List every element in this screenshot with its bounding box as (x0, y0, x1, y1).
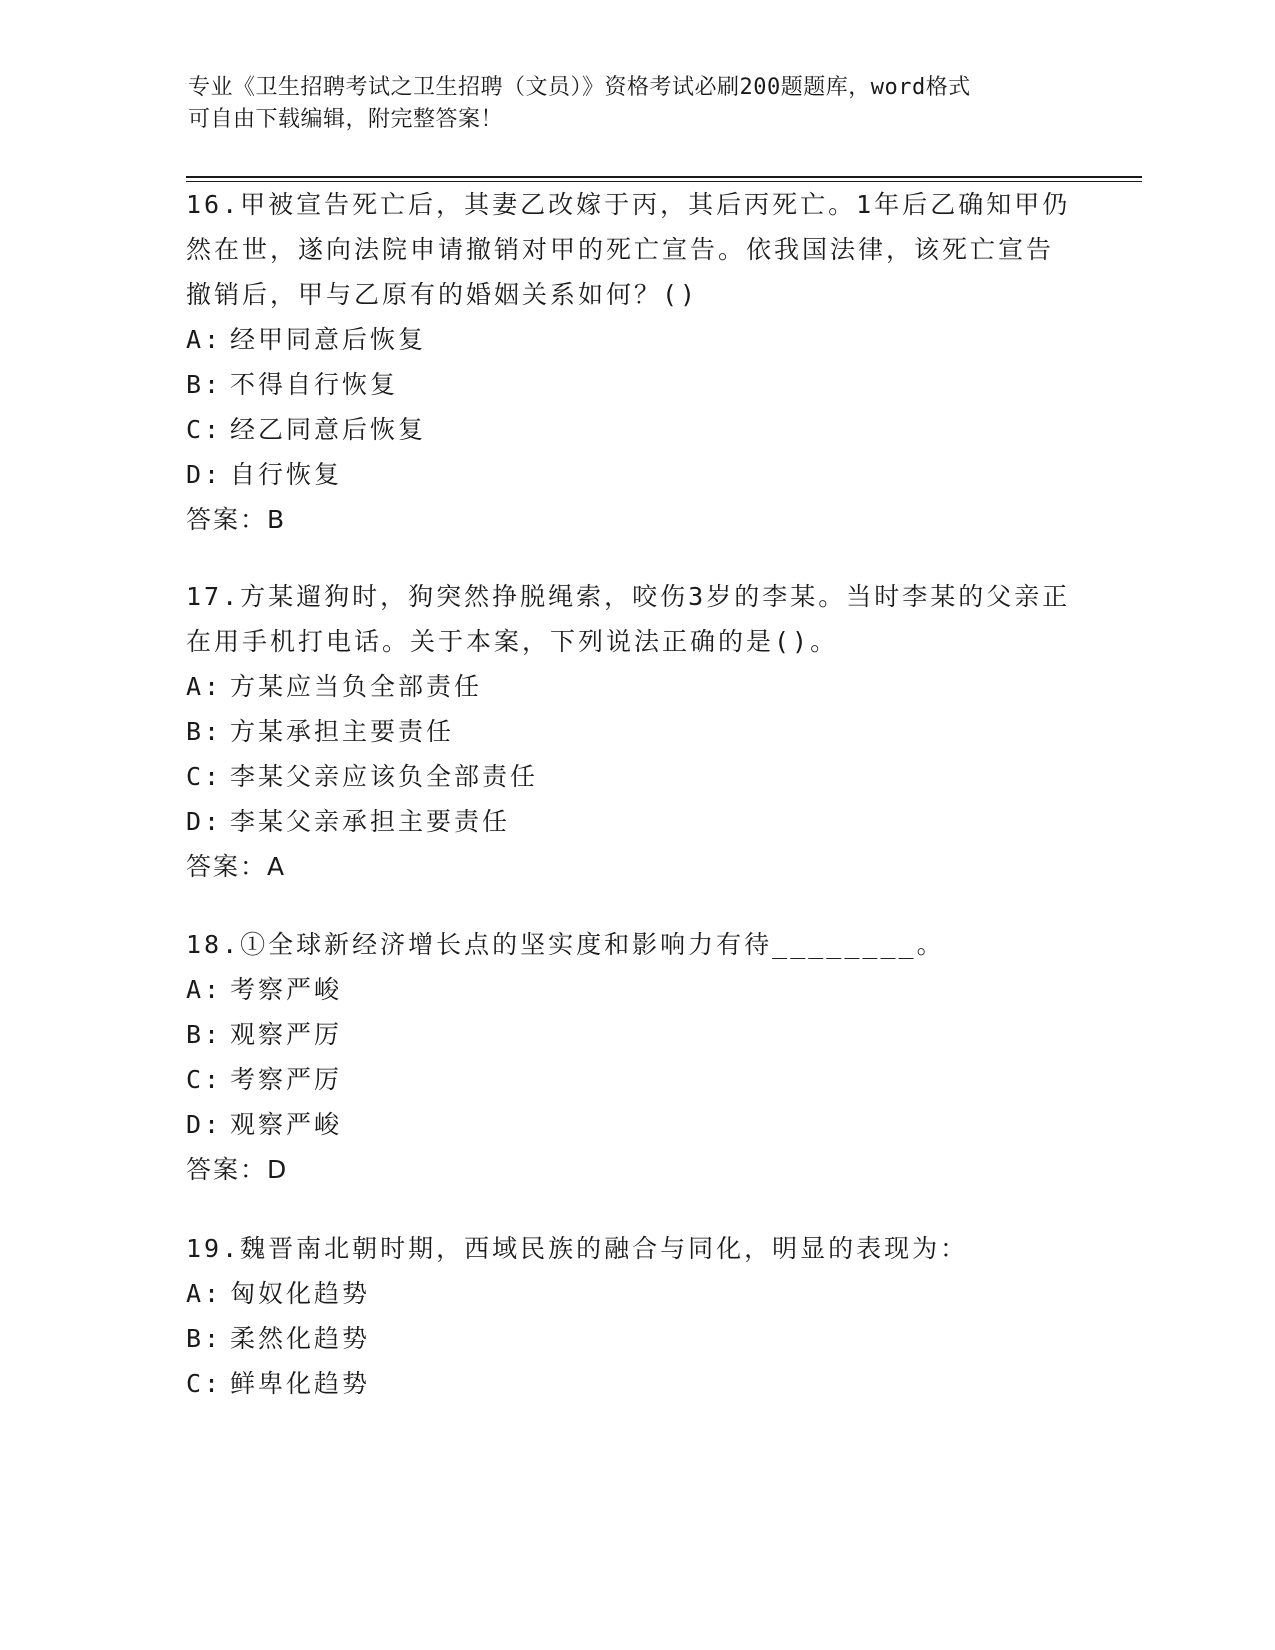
question-stem: 18.①全球新经济增长点的坚实度和影响力有待________。 (186, 930, 945, 959)
option-text: 自行恢复 (230, 460, 343, 489)
option-text: 方某承担主要责任 (230, 717, 455, 746)
header-divider-thick (186, 176, 1142, 178)
option-text: 柔然化趋势 (230, 1324, 371, 1353)
answer-line: 答案：B (186, 505, 287, 534)
option-key: C: (186, 415, 223, 444)
header-line-2: 可自由下载编辑，附完整答案！ (188, 107, 504, 132)
option-b (186, 709, 1076, 754)
question-stem: 17.方某遛狗时，狗突然挣脱绳索，咬伤3岁的李某。当时李某的父亲正在用手机打电话。关于本案，下列说法正确的是()。 (186, 582, 1071, 656)
option-text: 经乙同意后恢复 (230, 415, 427, 444)
option-key: A: (186, 975, 223, 1004)
question-18 (186, 922, 1076, 1192)
option-text: 经甲同意后恢复 (230, 325, 427, 354)
option-key: C: (186, 1065, 223, 1094)
option-key: D: (186, 807, 223, 836)
option-key: A: (186, 325, 223, 354)
document-header (188, 72, 1068, 136)
option-b (186, 1316, 1076, 1361)
option-key: D: (186, 1110, 223, 1139)
question-16 (186, 182, 1076, 542)
option-key: D: (186, 460, 223, 489)
answer-line: 答案：D (186, 1155, 289, 1184)
option-a (186, 967, 1076, 1012)
option-text: 匈奴化趋势 (230, 1279, 371, 1308)
option-a (186, 1271, 1076, 1316)
question-19 (186, 1226, 1076, 1406)
option-c (186, 1361, 1076, 1406)
option-text: 方某应当负全部责任 (230, 672, 483, 701)
option-d (186, 452, 1076, 497)
option-c (186, 407, 1076, 452)
option-key: B: (186, 1020, 223, 1049)
question-17 (186, 574, 1076, 889)
option-text: 考察严峻 (230, 975, 343, 1004)
option-text: 不得自行恢复 (230, 370, 399, 399)
option-text: 李某父亲承担主要责任 (230, 807, 511, 836)
option-text: 考察严厉 (230, 1065, 343, 1094)
header-line-1: 专业《卫生招聘考试之卫生招聘（文员）》资格考试必刷200题题库，word格式 (188, 75, 971, 100)
answer-line: 答案：A (186, 852, 287, 881)
option-text: 鲜卑化趋势 (230, 1369, 371, 1398)
option-b (186, 362, 1076, 407)
option-d (186, 1102, 1076, 1147)
option-key: A: (186, 672, 223, 701)
option-b (186, 1012, 1076, 1057)
option-key: C: (186, 1369, 223, 1398)
option-key: B: (186, 1324, 223, 1353)
option-key: A: (186, 1279, 223, 1308)
option-a (186, 317, 1076, 362)
option-d (186, 799, 1076, 844)
question-stem: 16.甲被宣告死亡后，其妻乙改嫁于丙，其后丙死亡。1年后乙确知甲仍然在世，遂向法院申请撤销对甲的死亡宣告。依我国法律，该死亡宣告撤销后，甲与乙原有的婚姻关系如何？() (186, 190, 1071, 309)
option-a (186, 664, 1076, 709)
option-key: C: (186, 762, 223, 791)
option-key: B: (186, 370, 223, 399)
option-text: 观察严峻 (230, 1110, 343, 1139)
option-c (186, 1057, 1076, 1102)
option-text: 李某父亲应该负全部责任 (230, 762, 539, 791)
question-stem: 19.魏晋南北朝时期，西域民族的融合与同化，明显的表现为： (186, 1234, 969, 1263)
option-c (186, 754, 1076, 799)
option-text: 观察严厉 (230, 1020, 343, 1049)
option-key: B: (186, 717, 223, 746)
